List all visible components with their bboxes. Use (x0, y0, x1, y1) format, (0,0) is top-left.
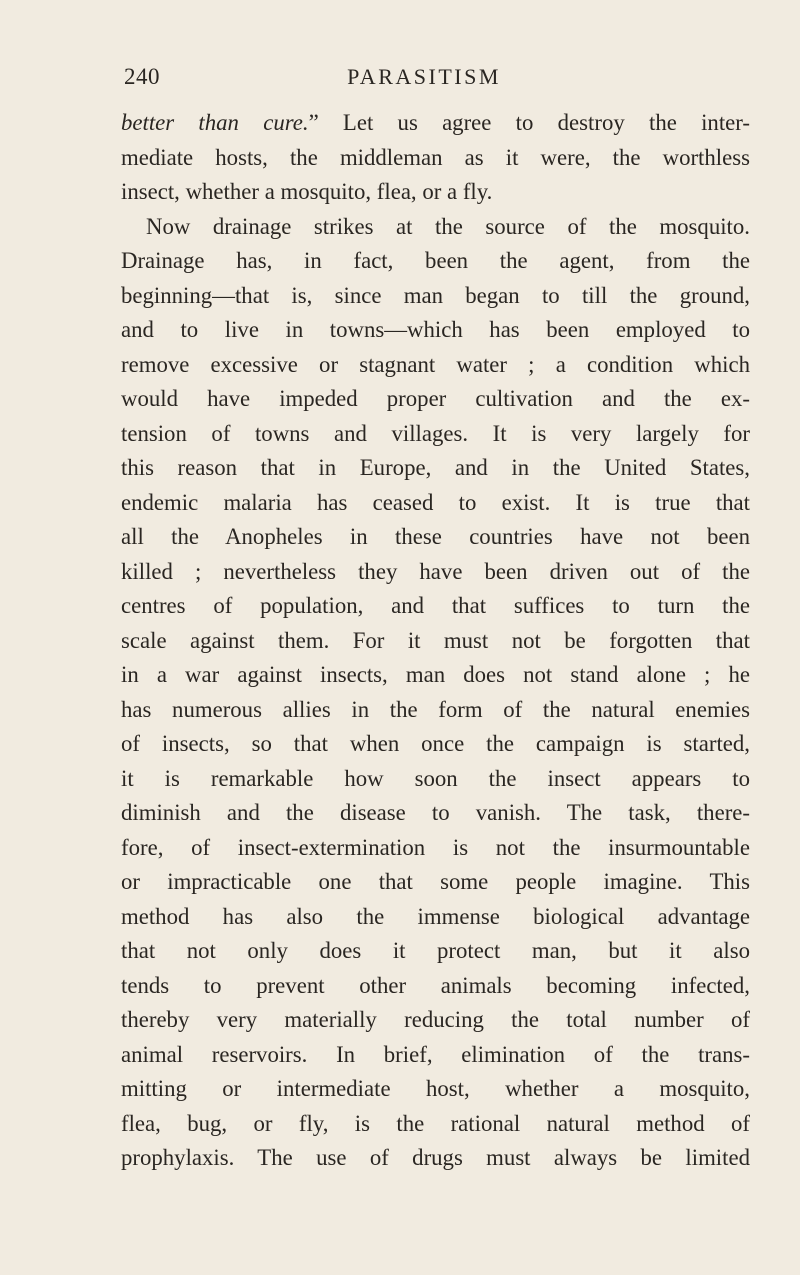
text-line: thereby very materially reducing the total number of (121, 1007, 750, 1032)
page-header (124, 64, 724, 94)
text-line: method has also the immense biological advantage (121, 903, 750, 929)
text-line: it is remarkable how soon the insect appears to (121, 765, 750, 791)
text-line: flea, bug, or fly, is the rational natural method of (121, 1110, 750, 1136)
text-line: and to live in towns—which has been employed to (121, 317, 750, 342)
body-text (121, 106, 750, 1176)
text-line: tension of towns and villages. It is very largely for (121, 420, 750, 446)
italic-phrase: better than cure. (121, 110, 309, 135)
text-line: all the Anopheles in these countries have not been (121, 524, 750, 549)
text-line: diminish and the disease to vanish. The task, there- (121, 800, 750, 825)
text-line: scale against them. For it must not be forgotten that (121, 627, 750, 653)
text-line-rest: ” Let us agree to destroy the inter- (308, 110, 750, 135)
text-line: animal reservoirs. In brief, elimination of the trans- (121, 1041, 750, 1067)
text-line: fore, of insect-extermination is not the insurmountable (121, 834, 750, 860)
text-line: mediate hosts, the middleman as it were, the worthless (121, 144, 750, 170)
text-line: centres of population, and that suffices to turn the (121, 593, 750, 618)
text-line: tends to prevent other animals becoming infected, (121, 972, 750, 998)
text-line: would have impeded proper cultivation and the ex- (121, 386, 750, 411)
text-line: in a war against insects, man does not stand alone ; he (121, 662, 750, 687)
text-line: killed ; nevertheless they have been driven out of the (121, 558, 750, 584)
text-line: of insects, so that when once the campaign is started, (121, 731, 750, 756)
text-line: insect, whether a mosquito, flea, or a fly. (121, 179, 493, 204)
text-line: mitting or intermediate host, whether a mosquito, (121, 1076, 750, 1101)
text-line: has numerous allies in the form of the natural enemies (121, 696, 750, 722)
paragraph-start-line: Now drainage strikes at the source of the mosquito. (146, 213, 750, 239)
running-head: PARASITISM (347, 64, 501, 89)
page-number: 240 (124, 64, 160, 89)
text-line: beginning—that is, since man began to till the ground, (121, 282, 750, 308)
text-line: that not only does it protect man, but it also (121, 938, 750, 963)
text-line: endemic malaria has ceased to exist. It is true that (121, 489, 750, 515)
text-line: or impracticable one that some people imagine. This (121, 869, 750, 894)
text-line (121, 106, 750, 141)
text-line: this reason that in Europe, and in the United States, (121, 455, 750, 480)
text-line: prophylaxis. The use of drugs must always be limited (121, 1145, 750, 1170)
text-line: Drainage has, in fact, been the agent, from the (121, 248, 750, 273)
text-line: remove excessive or stagnant water ; a condition which (121, 351, 750, 377)
